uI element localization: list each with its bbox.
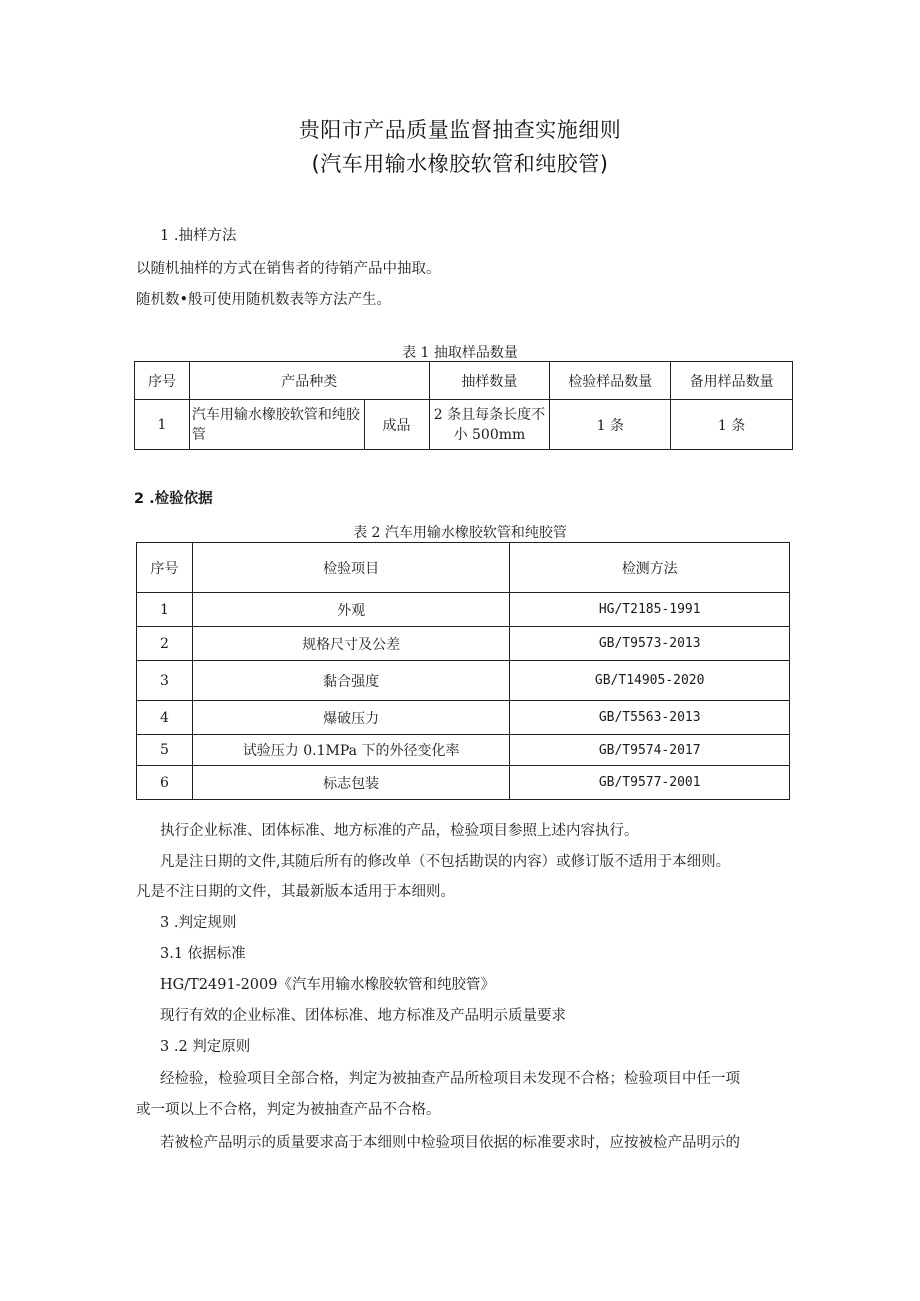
table-row [137, 661, 790, 701]
table1-cell-type: 成品 [364, 400, 429, 450]
table2-cell-no: 3 [137, 661, 193, 701]
table2-cell-item: 黏合强度 [192, 661, 509, 701]
table-row [137, 593, 790, 627]
table2-cell-method: GB/T9574-2017 [510, 735, 790, 766]
table1-header-backup-qty: 备用样品数量 [671, 362, 793, 400]
table2-cell-method: GB/T9573-2013 [510, 627, 790, 661]
table2-cell-no: 1 [137, 593, 193, 627]
judgement-paragraph-1-cont: 或一项以上不合格，判定为被抽查产品不合格。 [136, 1102, 441, 1118]
table2-cell-item: 外观 [192, 593, 509, 627]
table1-cell-test-qty: 1 条 [550, 400, 671, 450]
notes-paragraph-2: 凡是注日期的文件,其随后所有的修改单（不包括勘误的内容）或修订版不适用于本细则。 [160, 854, 731, 870]
sampling-quantity-table [134, 361, 793, 450]
table2-cell-no: 4 [137, 701, 193, 735]
notes-paragraph-1: 执行企业标准、团体标准、地方标准的产品，检验项目参照上述内容执行。 [160, 823, 639, 839]
section3-heading: 3 .判定规则 [160, 915, 237, 931]
table2-header-row [137, 543, 790, 593]
table1-cell-sample-qty: 2 条且每条长度不小 500mm [429, 400, 550, 450]
table2-cell-method: GB/T14905-2020 [510, 661, 790, 701]
table-row [137, 735, 790, 766]
notes-paragraph-2-cont: 凡是不注日期的文件，其最新版本适用于本细则。 [136, 884, 455, 900]
table2-header-method: 检测方法 [510, 543, 790, 593]
document-title: 贵阳市产品质量监督抽查实施细则 [298, 118, 622, 142]
table1-cell-no: 1 [135, 400, 190, 450]
section1-heading: 1 .抽样方法 [160, 228, 237, 244]
table2-cell-item: 规格尺寸及公差 [192, 627, 509, 661]
table2-cell-item: 标志包装 [192, 766, 509, 800]
table2-header-no: 序号 [137, 543, 193, 593]
table2-cell-item: 爆破压力 [192, 701, 509, 735]
judgement-paragraph-1: 经检验，检验项目全部合格，判定为被抽查产品所检项目未发现不合格；检验项目中任一项 [160, 1071, 740, 1087]
table-row [137, 701, 790, 735]
table-row [137, 627, 790, 661]
table2-cell-method: GB/T5563-2013 [510, 701, 790, 735]
table1-header-product: 产品种类 [189, 362, 429, 400]
section3-2-heading: 3 .2 判定原则 [160, 1039, 251, 1055]
section1-paragraph-2: 随机数•般可使用随机数表等方法产生。 [136, 292, 392, 308]
table2-header-item: 检验项目 [192, 543, 509, 593]
standard-2: 现行有效的企业标准、团体标准、地方标准及产品明示质量要求 [160, 1008, 566, 1024]
inspection-basis-table [136, 542, 790, 800]
section2-heading: 2 .检验依据 [134, 491, 213, 507]
table1-header-test-qty: 检验样品数量 [550, 362, 671, 400]
table2-cell-method: HG/T2185-1991 [510, 593, 790, 627]
table1-header-no: 序号 [135, 362, 190, 400]
table-row [135, 400, 793, 450]
table1-header-sample-qty: 抽样数量 [429, 362, 550, 400]
section1-paragraph-1: 以随机抽样的方式在销售者的待销产品中抽取。 [136, 261, 441, 277]
table1-header-row [135, 362, 793, 400]
table2-cell-no: 6 [137, 766, 193, 800]
table1-caption: 表 1 抽取样品数量 [402, 345, 518, 361]
document-subtitle: (汽车用输水橡胶软管和纯胶管) [311, 152, 609, 176]
table2-caption: 表 2 汽车用输水橡胶软管和纯胶管 [353, 525, 567, 541]
table1-cell-backup-qty: 1 条 [671, 400, 793, 450]
table-row [137, 766, 790, 800]
table2-cell-no: 5 [137, 735, 193, 766]
table2-cell-method: GB/T9577-2001 [510, 766, 790, 800]
table1-cell-product: 汽车用输水橡胶软管和纯胶管 [189, 400, 364, 450]
standard-1: HG/T2491-2009《汽车用输水橡胶软管和纯胶管》 [160, 977, 495, 993]
table2-cell-no: 2 [137, 627, 193, 661]
table2-cell-item: 试验压力 0.1MPa 下的外径变化率 [192, 735, 509, 766]
judgement-paragraph-2: 若被检产品明示的质量要求高于本细则中检验项目依据的标准要求时，应按被检产品明示的 [160, 1135, 740, 1151]
section3-1-heading: 3.1 依据标准 [160, 946, 246, 962]
